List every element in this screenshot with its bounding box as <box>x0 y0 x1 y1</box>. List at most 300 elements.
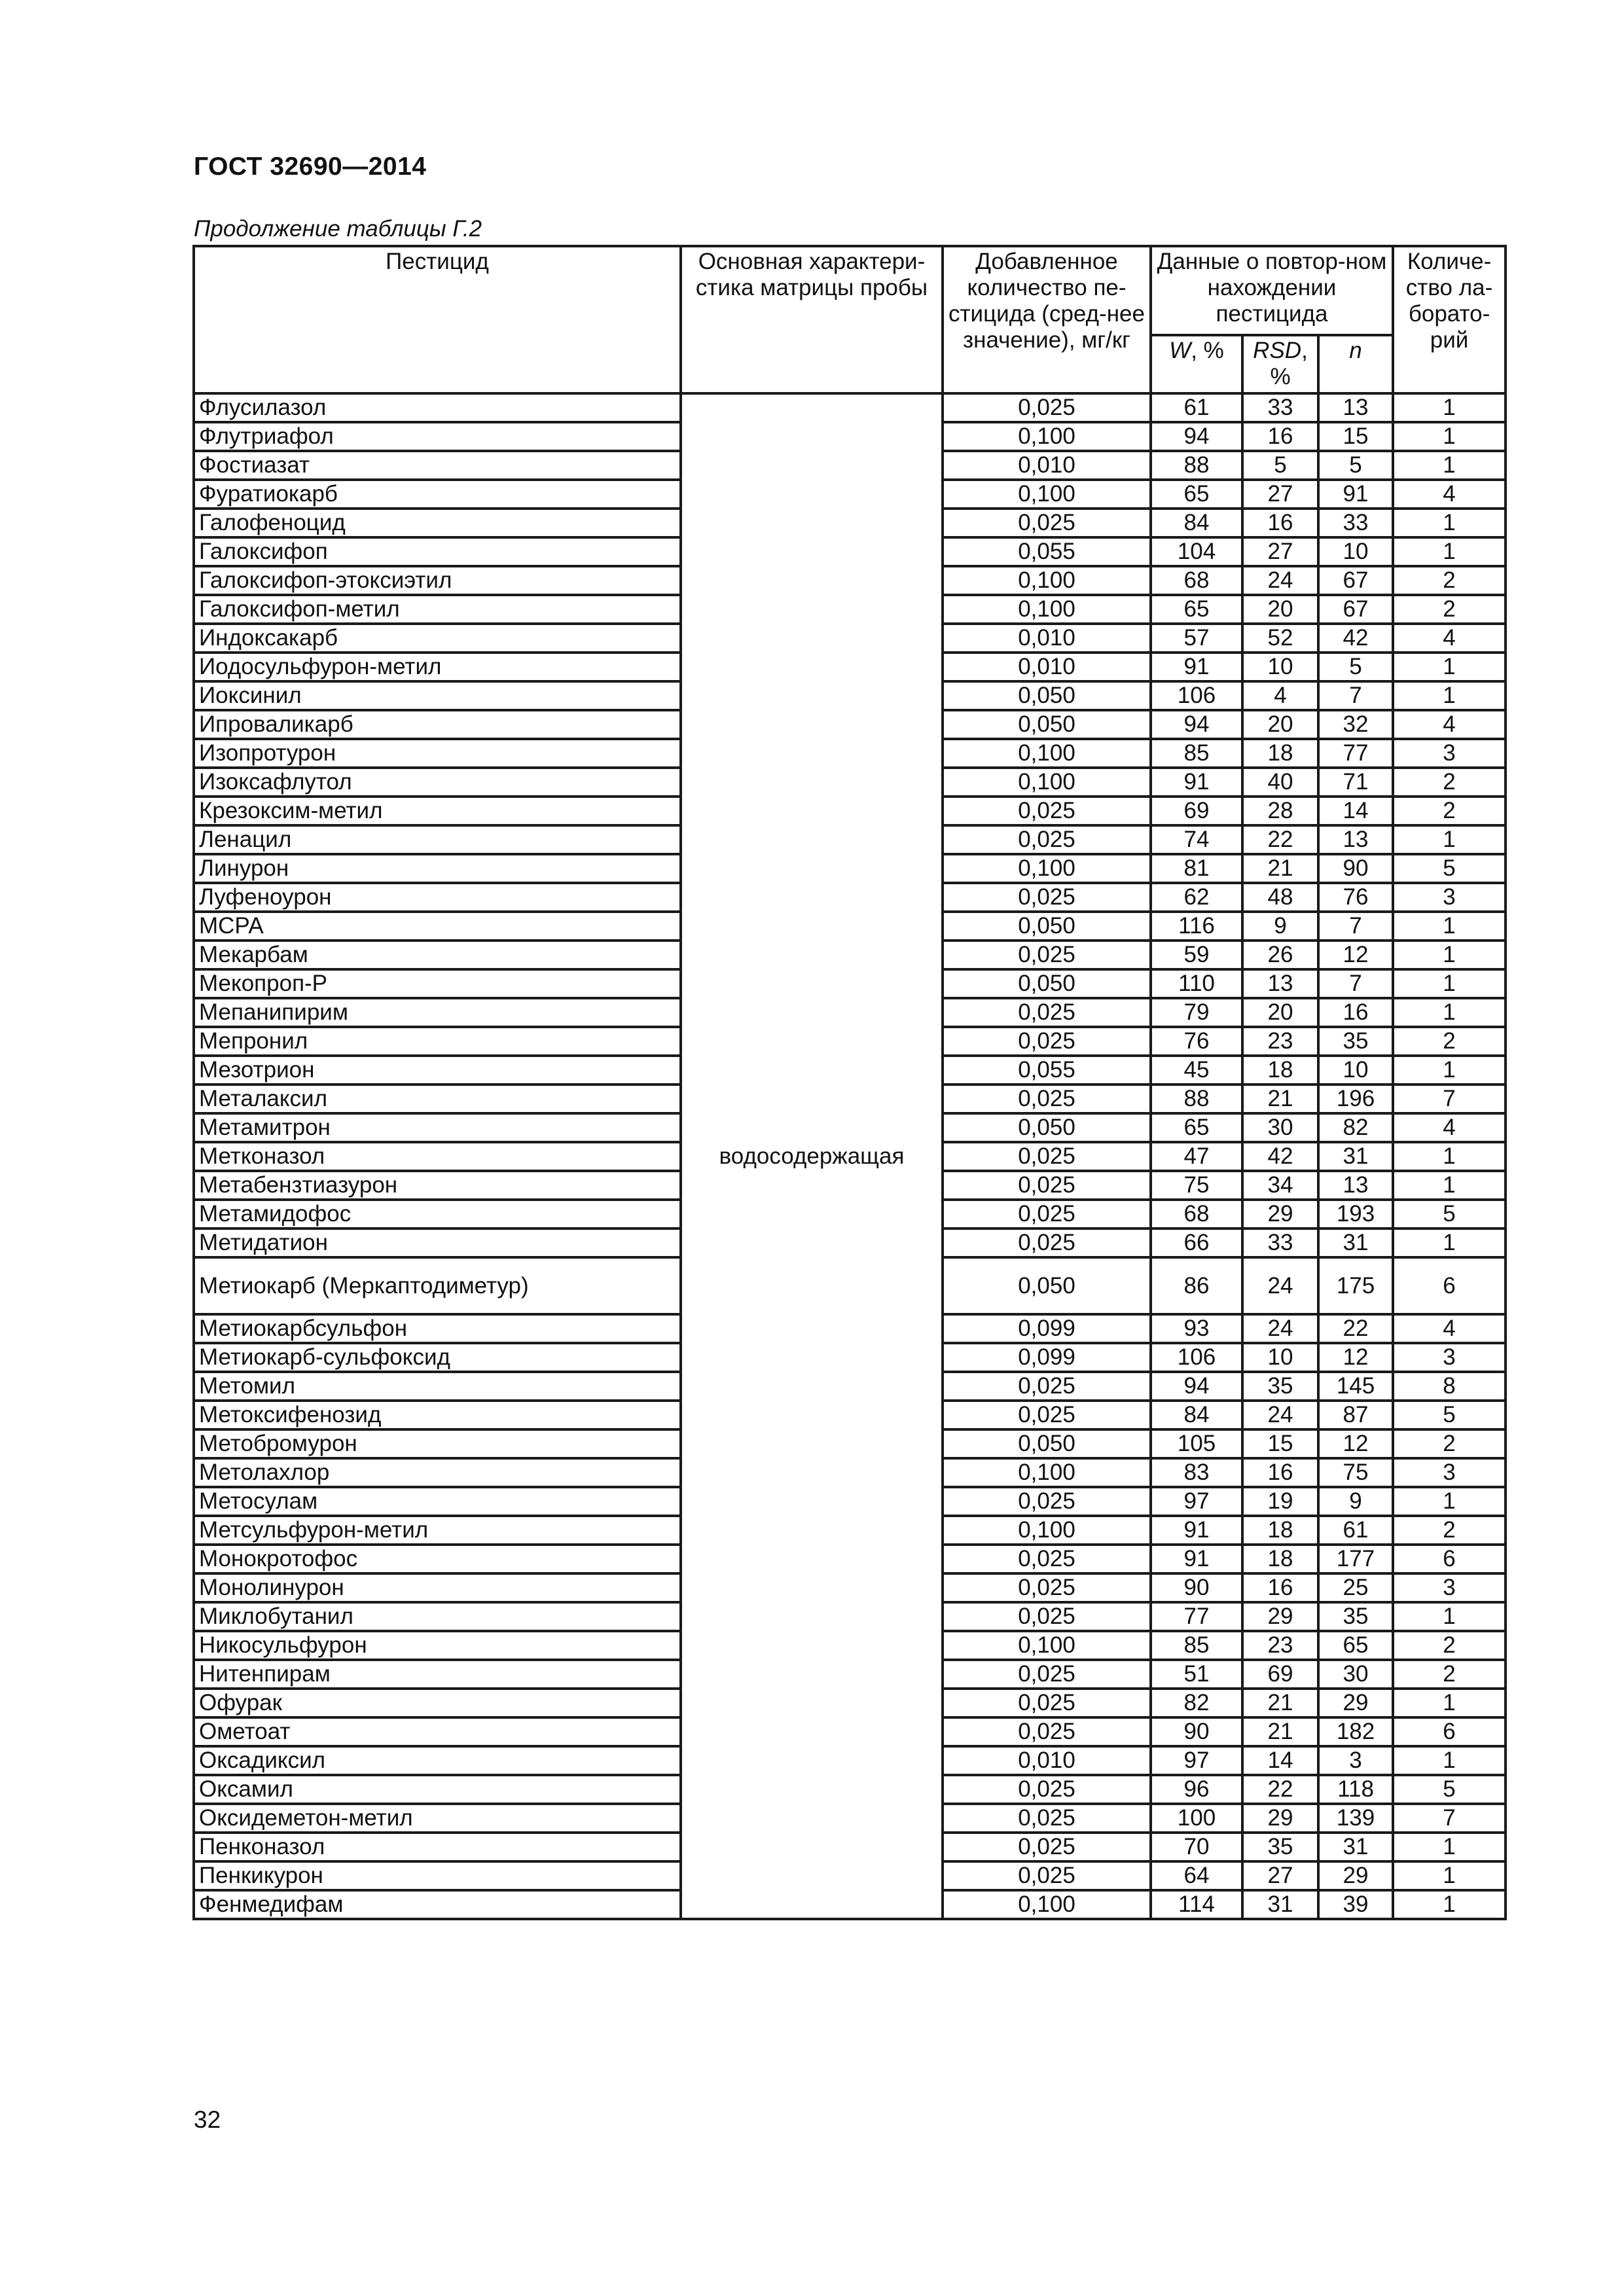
w-percent-cell: 65 <box>1151 595 1242 624</box>
pesticide-name-cell: Оксамил <box>194 1775 681 1804</box>
lab-count-cell: 1 <box>1393 1833 1506 1861</box>
w-percent-cell: 75 <box>1151 1171 1242 1200</box>
rsd-percent-cell: 30 <box>1242 1113 1318 1142</box>
rsd-percent-cell: 35 <box>1242 1372 1318 1401</box>
added-amount-cell: 0,100 <box>943 768 1151 797</box>
pesticide-name-cell: Мезотрион <box>194 1056 681 1085</box>
lab-count-cell: 5 <box>1393 1200 1506 1229</box>
table-caption: Продолжение таблицы Г.2 <box>194 216 482 242</box>
table-body <box>194 393 1506 1919</box>
rsd-percent-cell: 26 <box>1242 941 1318 969</box>
added-amount-cell: 0,100 <box>943 1631 1151 1660</box>
lab-count-cell: 2 <box>1393 768 1506 797</box>
pesticide-name-cell: Фуратиокарб <box>194 480 681 509</box>
pesticide-name-cell: Ометоат <box>194 1717 681 1746</box>
added-amount-cell: 0,025 <box>943 998 1151 1027</box>
added-amount-cell: 0,100 <box>943 1458 1151 1487</box>
rsd-percent-cell: 9 <box>1242 912 1318 941</box>
added-amount-cell: 0,025 <box>943 1833 1151 1861</box>
pesticide-name-cell: Метамитрон <box>194 1113 681 1142</box>
w-percent-cell: 83 <box>1151 1458 1242 1487</box>
rsd-percent-cell: 14 <box>1242 1746 1318 1775</box>
pesticide-name-cell: Мекарбам <box>194 941 681 969</box>
n-cell: 12 <box>1318 1343 1393 1372</box>
w-percent-cell: 79 <box>1151 998 1242 1027</box>
lab-count-cell: 5 <box>1393 1401 1506 1429</box>
w-percent-cell: 94 <box>1151 710 1242 739</box>
added-amount-cell: 0,100 <box>943 854 1151 883</box>
added-amount-cell: 0,025 <box>943 1085 1151 1113</box>
w-percent-cell: 116 <box>1151 912 1242 941</box>
w-percent-cell: 91 <box>1151 653 1242 681</box>
rsd-percent-cell: 10 <box>1242 1343 1318 1372</box>
lab-count-cell: 1 <box>1393 1746 1506 1775</box>
rsd-percent-cell: 34 <box>1242 1171 1318 1200</box>
pesticide-name-cell: Мекопроп-Р <box>194 969 681 998</box>
rsd-percent-cell: 21 <box>1242 1689 1318 1717</box>
n-cell: 22 <box>1318 1314 1393 1343</box>
pesticide-name-cell: Офурак <box>194 1689 681 1717</box>
w-percent-cell: 85 <box>1151 1631 1242 1660</box>
added-amount-cell: 0,010 <box>943 653 1151 681</box>
pesticide-name-cell: Мепанипирим <box>194 998 681 1027</box>
rsd-percent-cell: 24 <box>1242 566 1318 595</box>
n-cell: 42 <box>1318 624 1393 653</box>
pesticide-name-cell: Пенконазол <box>194 1833 681 1861</box>
pesticide-name-cell: Метомил <box>194 1372 681 1401</box>
n-cell: 67 <box>1318 595 1393 624</box>
pesticide-name-cell: Фостиазат <box>194 451 681 480</box>
n-cell: 12 <box>1318 941 1393 969</box>
added-amount-cell: 0,025 <box>943 1027 1151 1056</box>
n-cell: 61 <box>1318 1516 1393 1545</box>
lab-count-cell: 2 <box>1393 1631 1506 1660</box>
n-cell: 87 <box>1318 1401 1393 1429</box>
header-n: n <box>1318 335 1393 393</box>
added-amount-cell: 0,025 <box>943 941 1151 969</box>
n-cell: 5 <box>1318 653 1393 681</box>
lab-count-cell: 4 <box>1393 1314 1506 1343</box>
w-percent-cell: 59 <box>1151 941 1242 969</box>
rsd-percent-cell: 21 <box>1242 854 1318 883</box>
n-cell: 5 <box>1318 451 1393 480</box>
n-cell: 145 <box>1318 1372 1393 1401</box>
lab-count-cell: 1 <box>1393 393 1506 422</box>
w-percent-cell: 65 <box>1151 480 1242 509</box>
n-cell: 76 <box>1318 883 1393 912</box>
rsd-percent-cell: 28 <box>1242 797 1318 825</box>
pesticide-name-cell: Ленацил <box>194 825 681 854</box>
n-cell: 30 <box>1318 1660 1393 1689</box>
rsd-percent-cell: 24 <box>1242 1401 1318 1429</box>
pesticide-name-cell: Метиокарб (Меркаптодиметур) <box>194 1257 681 1314</box>
added-amount-cell: 0,055 <box>943 537 1151 566</box>
rsd-percent-cell: 19 <box>1242 1487 1318 1516</box>
table-header <box>194 246 1506 393</box>
n-cell: 39 <box>1318 1890 1393 1919</box>
rsd-percent-cell: 29 <box>1242 1804 1318 1833</box>
w-percent-cell: 90 <box>1151 1573 1242 1602</box>
lab-count-cell: 1 <box>1393 998 1506 1027</box>
added-amount-cell: 0,025 <box>943 1861 1151 1890</box>
n-cell: 71 <box>1318 768 1393 797</box>
n-cell: 31 <box>1318 1833 1393 1861</box>
document-code-header: ГОСТ 32690—2014 <box>194 152 427 181</box>
n-cell: 13 <box>1318 1171 1393 1200</box>
added-amount-cell: 0,025 <box>943 1545 1151 1573</box>
added-amount-cell: 0,025 <box>943 1775 1151 1804</box>
added-amount-cell: 0,100 <box>943 480 1151 509</box>
lab-count-cell: 1 <box>1393 825 1506 854</box>
n-cell: 82 <box>1318 1113 1393 1142</box>
added-amount-cell: 0,025 <box>943 1200 1151 1229</box>
rsd-percent-cell: 18 <box>1242 1056 1318 1085</box>
header-pesticide: Пестицид <box>194 246 681 393</box>
added-amount-cell: 0,050 <box>943 1257 1151 1314</box>
n-cell: 10 <box>1318 537 1393 566</box>
rsd-percent-cell: 4 <box>1242 681 1318 710</box>
pesticide-recovery-table <box>192 245 1507 1920</box>
n-cell: 139 <box>1318 1804 1393 1833</box>
added-amount-cell: 0,025 <box>943 1660 1151 1689</box>
w-percent-cell: 105 <box>1151 1429 1242 1458</box>
added-amount-cell: 0,025 <box>943 797 1151 825</box>
rsd-percent-cell: 20 <box>1242 710 1318 739</box>
w-percent-cell: 66 <box>1151 1229 1242 1257</box>
w-percent-cell: 68 <box>1151 566 1242 595</box>
rsd-percent-cell: 33 <box>1242 393 1318 422</box>
rsd-percent-cell: 69 <box>1242 1660 1318 1689</box>
n-cell: 16 <box>1318 998 1393 1027</box>
added-amount-cell: 0,100 <box>943 739 1151 768</box>
pesticide-name-cell: Метконазол <box>194 1142 681 1171</box>
lab-count-cell: 3 <box>1393 1573 1506 1602</box>
added-amount-cell: 0,025 <box>943 1689 1151 1717</box>
pesticide-name-cell: Мепронил <box>194 1027 681 1056</box>
lab-count-cell: 3 <box>1393 1343 1506 1372</box>
added-amount-cell: 0,010 <box>943 451 1151 480</box>
w-percent-cell: 91 <box>1151 1545 1242 1573</box>
rsd-percent-cell: 24 <box>1242 1314 1318 1343</box>
rsd-percent-cell: 18 <box>1242 739 1318 768</box>
rsd-percent-cell: 22 <box>1242 1775 1318 1804</box>
pesticide-name-cell: Крезоксим-метил <box>194 797 681 825</box>
w-percent-cell: 64 <box>1151 1861 1242 1890</box>
added-amount-cell: 0,025 <box>943 1602 1151 1631</box>
n-cell: 32 <box>1318 710 1393 739</box>
lab-count-cell: 4 <box>1393 480 1506 509</box>
rsd-percent-cell: 15 <box>1242 1429 1318 1458</box>
pesticide-name-cell: Галоксифоп-метил <box>194 595 681 624</box>
lab-count-cell: 1 <box>1393 1890 1506 1919</box>
added-amount-cell: 0,100 <box>943 422 1151 451</box>
pesticide-name-cell: Метоксифенозид <box>194 1401 681 1429</box>
lab-count-cell: 1 <box>1393 969 1506 998</box>
pesticide-name-cell: Метиокарбсульфон <box>194 1314 681 1343</box>
lab-count-cell: 6 <box>1393 1257 1506 1314</box>
w-percent-cell: 84 <box>1151 1401 1242 1429</box>
rsd-percent-cell: 52 <box>1242 624 1318 653</box>
lab-count-cell: 6 <box>1393 1545 1506 1573</box>
added-amount-cell: 0,100 <box>943 595 1151 624</box>
n-cell: 65 <box>1318 1631 1393 1660</box>
header-lab-count: Количе-ство ла-борато-рий <box>1393 246 1506 393</box>
added-amount-cell: 0,025 <box>943 393 1151 422</box>
lab-count-cell: 4 <box>1393 710 1506 739</box>
rsd-percent-cell: 23 <box>1242 1631 1318 1660</box>
w-percent-cell: 81 <box>1151 854 1242 883</box>
n-cell: 7 <box>1318 969 1393 998</box>
pesticide-name-cell: Никосульфурон <box>194 1631 681 1660</box>
lab-count-cell: 1 <box>1393 1056 1506 1085</box>
pesticide-name-cell: Миклобутанил <box>194 1602 681 1631</box>
n-cell: 67 <box>1318 566 1393 595</box>
added-amount-cell: 0,025 <box>943 1573 1151 1602</box>
pesticide-name-cell: Ипроваликарб <box>194 710 681 739</box>
w-percent-cell: 110 <box>1151 969 1242 998</box>
pesticide-name-cell: Изоксафлутол <box>194 768 681 797</box>
n-cell: 35 <box>1318 1027 1393 1056</box>
added-amount-cell: 0,050 <box>943 912 1151 941</box>
lab-count-cell: 2 <box>1393 797 1506 825</box>
rsd-percent-cell: 29 <box>1242 1200 1318 1229</box>
lab-count-cell: 4 <box>1393 1113 1506 1142</box>
pesticide-name-cell: Изопротурон <box>194 739 681 768</box>
pesticide-name-cell: Метидатион <box>194 1229 681 1257</box>
n-cell: 35 <box>1318 1602 1393 1631</box>
rsd-percent-cell: 24 <box>1242 1257 1318 1314</box>
pesticide-name-cell: Индоксакарб <box>194 624 681 653</box>
w-percent-cell: 104 <box>1151 537 1242 566</box>
w-percent-cell: 86 <box>1151 1257 1242 1314</box>
w-percent-cell: 96 <box>1151 1775 1242 1804</box>
rsd-percent-cell: 16 <box>1242 422 1318 451</box>
n-cell: 175 <box>1318 1257 1393 1314</box>
pesticide-name-cell: Метосулам <box>194 1487 681 1516</box>
added-amount-cell: 0,025 <box>943 1804 1151 1833</box>
pesticide-name-cell: Иодосульфурон-метил <box>194 653 681 681</box>
added-amount-cell: 0,010 <box>943 1746 1151 1775</box>
pesticide-name-cell: Галофеноцид <box>194 509 681 537</box>
w-percent-cell: 62 <box>1151 883 1242 912</box>
n-cell: 193 <box>1318 1200 1393 1229</box>
w-percent-cell: 45 <box>1151 1056 1242 1085</box>
rsd-percent-cell: 16 <box>1242 509 1318 537</box>
n-cell: 9 <box>1318 1487 1393 1516</box>
added-amount-cell: 0,025 <box>943 825 1151 854</box>
w-percent-cell: 97 <box>1151 1487 1242 1516</box>
pesticide-name-cell: Луфеноурон <box>194 883 681 912</box>
rsd-percent-cell: 20 <box>1242 998 1318 1027</box>
added-amount-cell: 0,025 <box>943 509 1151 537</box>
lab-count-cell: 6 <box>1393 1717 1506 1746</box>
n-cell: 13 <box>1318 393 1393 422</box>
n-cell: 10 <box>1318 1056 1393 1085</box>
added-amount-cell: 0,099 <box>943 1343 1151 1372</box>
rsd-percent-cell: 5 <box>1242 451 1318 480</box>
w-percent-cell: 57 <box>1151 624 1242 653</box>
n-cell: 196 <box>1318 1085 1393 1113</box>
rsd-percent-cell: 10 <box>1242 653 1318 681</box>
n-cell: 14 <box>1318 797 1393 825</box>
n-cell: 182 <box>1318 1717 1393 1746</box>
lab-count-cell: 3 <box>1393 1458 1506 1487</box>
lab-count-cell: 1 <box>1393 451 1506 480</box>
added-amount-cell: 0,100 <box>943 1890 1151 1919</box>
lab-count-cell: 1 <box>1393 509 1506 537</box>
rsd-percent-cell: 42 <box>1242 1142 1318 1171</box>
rsd-percent-cell: 22 <box>1242 825 1318 854</box>
lab-count-cell: 1 <box>1393 1602 1506 1631</box>
lab-count-cell: 2 <box>1393 566 1506 595</box>
n-cell: 29 <box>1318 1689 1393 1717</box>
lab-count-cell: 5 <box>1393 854 1506 883</box>
n-cell: 3 <box>1318 1746 1393 1775</box>
w-percent-cell: 69 <box>1151 797 1242 825</box>
pesticide-name-cell: Метабензтиазурон <box>194 1171 681 1200</box>
added-amount-cell: 0,099 <box>943 1314 1151 1343</box>
lab-count-cell: 7 <box>1393 1085 1506 1113</box>
lab-count-cell: 1 <box>1393 1487 1506 1516</box>
n-cell: 15 <box>1318 422 1393 451</box>
added-amount-cell: 0,100 <box>943 1516 1151 1545</box>
pesticide-name-cell: Флусилазол <box>194 393 681 422</box>
rsd-percent-cell: 20 <box>1242 595 1318 624</box>
added-amount-cell: 0,025 <box>943 1717 1151 1746</box>
added-amount-cell: 0,050 <box>943 1429 1151 1458</box>
lab-count-cell: 1 <box>1393 941 1506 969</box>
table-row <box>194 393 1506 422</box>
n-cell: 13 <box>1318 825 1393 854</box>
pesticide-name-cell: Метсульфурон-метил <box>194 1516 681 1545</box>
w-percent-cell: 68 <box>1151 1200 1242 1229</box>
rsd-percent-cell: 29 <box>1242 1602 1318 1631</box>
added-amount-cell: 0,025 <box>943 1229 1151 1257</box>
pesticide-name-cell: Галоксифоп <box>194 537 681 566</box>
w-percent-cell: 91 <box>1151 768 1242 797</box>
lab-count-cell: 2 <box>1393 595 1506 624</box>
pesticide-name-cell: Метиокарб-сульфоксид <box>194 1343 681 1372</box>
rsd-percent-cell: 21 <box>1242 1085 1318 1113</box>
pesticide-name-cell: Метолахлор <box>194 1458 681 1487</box>
lab-count-cell: 1 <box>1393 1171 1506 1200</box>
w-percent-cell: 94 <box>1151 422 1242 451</box>
rsd-percent-cell: 18 <box>1242 1516 1318 1545</box>
lab-count-cell: 3 <box>1393 739 1506 768</box>
added-amount-cell: 0,050 <box>943 710 1151 739</box>
added-amount-cell: 0,025 <box>943 1372 1151 1401</box>
n-cell: 7 <box>1318 681 1393 710</box>
header-matrix: Основная характери-стика матрицы пробы <box>681 246 943 393</box>
w-percent-cell: 106 <box>1151 1343 1242 1372</box>
pesticide-name-cell: Оксадиксил <box>194 1746 681 1775</box>
header-w-symbol: W <box>1169 338 1191 363</box>
rsd-percent-cell: 23 <box>1242 1027 1318 1056</box>
added-amount-cell: 0,100 <box>943 566 1151 595</box>
n-cell: 77 <box>1318 739 1393 768</box>
pesticide-name-cell: Иоксинил <box>194 681 681 710</box>
pesticide-name-cell: Оксидеметон-метил <box>194 1804 681 1833</box>
w-percent-cell: 88 <box>1151 1085 1242 1113</box>
pesticide-name-cell: Монокротофос <box>194 1545 681 1573</box>
lab-count-cell: 1 <box>1393 681 1506 710</box>
w-percent-cell: 70 <box>1151 1833 1242 1861</box>
lab-count-cell: 4 <box>1393 624 1506 653</box>
pesticide-name-cell: МСРА <box>194 912 681 941</box>
header-rsd-unit: , % <box>1270 338 1308 389</box>
rsd-percent-cell: 13 <box>1242 969 1318 998</box>
n-cell: 25 <box>1318 1573 1393 1602</box>
pesticide-name-cell: Галоксифоп-этоксиэтил <box>194 566 681 595</box>
n-cell: 75 <box>1318 1458 1393 1487</box>
lab-count-cell: 2 <box>1393 1660 1506 1689</box>
lab-count-cell: 7 <box>1393 1804 1506 1833</box>
w-percent-cell: 88 <box>1151 451 1242 480</box>
w-percent-cell: 82 <box>1151 1689 1242 1717</box>
rsd-percent-cell: 18 <box>1242 1545 1318 1573</box>
lab-count-cell: 1 <box>1393 1142 1506 1171</box>
n-cell: 33 <box>1318 509 1393 537</box>
w-percent-cell: 85 <box>1151 739 1242 768</box>
pesticide-name-cell: Пенкикурон <box>194 1861 681 1890</box>
rsd-percent-cell: 48 <box>1242 883 1318 912</box>
w-percent-cell: 91 <box>1151 1516 1242 1545</box>
page-number: 32 <box>194 2106 221 2133</box>
rsd-percent-cell: 16 <box>1242 1573 1318 1602</box>
n-cell: 29 <box>1318 1861 1393 1890</box>
rsd-percent-cell: 27 <box>1242 480 1318 509</box>
pesticide-name-cell: Метамидофос <box>194 1200 681 1229</box>
rsd-percent-cell: 31 <box>1242 1890 1318 1919</box>
n-cell: 91 <box>1318 480 1393 509</box>
n-cell: 90 <box>1318 854 1393 883</box>
w-percent-cell: 76 <box>1151 1027 1242 1056</box>
lab-count-cell: 2 <box>1393 1516 1506 1545</box>
w-percent-cell: 94 <box>1151 1372 1242 1401</box>
n-cell: 31 <box>1318 1142 1393 1171</box>
added-amount-cell: 0,025 <box>943 1142 1151 1171</box>
added-amount-cell: 0,025 <box>943 1487 1151 1516</box>
lab-count-cell: 2 <box>1393 1429 1506 1458</box>
n-cell: 177 <box>1318 1545 1393 1573</box>
n-cell: 118 <box>1318 1775 1393 1804</box>
header-w-unit: , % <box>1191 338 1224 363</box>
lab-count-cell: 1 <box>1393 422 1506 451</box>
added-amount-cell: 0,025 <box>943 1171 1151 1200</box>
w-percent-cell: 77 <box>1151 1602 1242 1631</box>
lab-count-cell: 1 <box>1393 653 1506 681</box>
lab-count-cell: 1 <box>1393 912 1506 941</box>
pesticide-name-cell: Металаксил <box>194 1085 681 1113</box>
pesticide-name-cell: Флутриафол <box>194 422 681 451</box>
header-rsd-symbol: RSD <box>1253 338 1302 363</box>
w-percent-cell: 65 <box>1151 1113 1242 1142</box>
lab-count-cell: 2 <box>1393 1027 1506 1056</box>
lab-count-cell: 1 <box>1393 1229 1506 1257</box>
w-percent-cell: 100 <box>1151 1804 1242 1833</box>
lab-count-cell: 3 <box>1393 883 1506 912</box>
added-amount-cell: 0,025 <box>943 1401 1151 1429</box>
pesticide-name-cell: Фенмедифам <box>194 1890 681 1919</box>
rsd-percent-cell: 21 <box>1242 1717 1318 1746</box>
w-percent-cell: 106 <box>1151 681 1242 710</box>
rsd-percent-cell: 35 <box>1242 1833 1318 1861</box>
lab-count-cell: 5 <box>1393 1775 1506 1804</box>
added-amount-cell: 0,025 <box>943 883 1151 912</box>
rsd-percent-cell: 33 <box>1242 1229 1318 1257</box>
pesticide-name-cell: Нитенпирам <box>194 1660 681 1689</box>
w-percent-cell: 51 <box>1151 1660 1242 1689</box>
